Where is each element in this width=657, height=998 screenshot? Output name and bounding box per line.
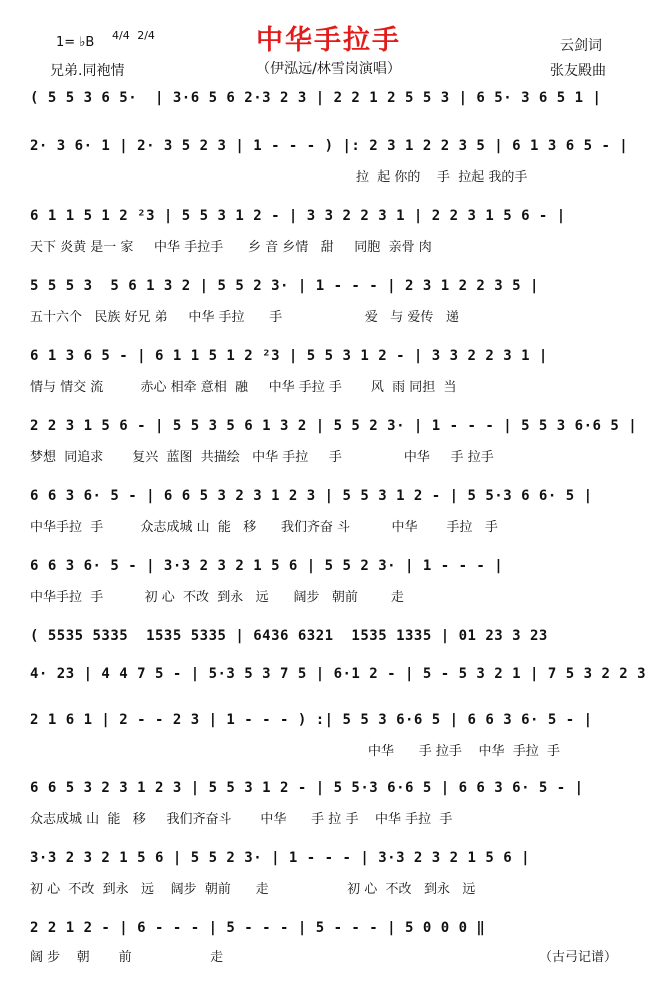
- lyric-line: 五十六个 民族 好兄 弟 中华 手拉 手 爱 与 爱传 递: [30, 310, 459, 325]
- notation-line: 2 2 3 1 5 6 - | 5 5 3 5 6 1 3 2 | 5 5 2 3· | 1 - - - | 5 5 3 6·6 5 |: [30, 418, 638, 434]
- lyric-line: 情与 情交 流 赤心 相牵 意相 融 中华 手拉 手 风 雨 同担 当: [30, 380, 457, 395]
- lyric-line: 中华 手 拉手 中华 手拉 手: [368, 744, 560, 759]
- meter-b: 2/4: [137, 29, 155, 42]
- lyric-line: 中华手拉 手 初 心 不改 到永 远 阔步 朝前 走: [30, 590, 404, 605]
- time-signature: [112, 30, 159, 41]
- notation-line: 6 6 5 3 2 3 1 2 3 | 5 5 3 1 2 - | 5 5·3 6·6 5 | 6 6 3 6· 5 - |: [30, 780, 584, 796]
- notation-line: 2 2 1 2 - | 6 - - - | 5 - - - | 5 - - - | 5 0 0 0 ‖: [30, 920, 486, 936]
- key-signature: 1= ♭B: [56, 35, 95, 50]
- lyric-line: 初 心 不改 到永 远 阔步 朝前 走 初 心 不改 到永 远: [30, 882, 476, 897]
- composer-credit: 张友殿曲: [550, 63, 606, 79]
- notation-line: ( 5 5 3 6 5· | 3·6 5 6 2·3 2 3 | 2 2 1 2 5 5 3 | 6 5· 3 6 5 1 |: [30, 90, 602, 106]
- lyric-line: 中华手拉 手 众志成城 山 能 移 我们齐奋 斗 中华 手拉 手: [30, 520, 498, 535]
- transcriber-note: （古弓记谱）: [538, 950, 617, 965]
- notation-line: 6 1 1 5 1 2 ²3 | 5 5 3 1 2 - | 3 3 2 2 3 1 | 2 2 3 1 5 6 - |: [30, 208, 566, 224]
- meter-a: 4/4: [112, 29, 130, 42]
- notation-line: 4· 23 | 4 4 7 5 - | 5·3 5 3 7 5 | 6·1 2 - | 5 - 5 3 2 1 | 7 5 3 2 2 3: [30, 666, 647, 682]
- notation-line: 6 6 3 6· 5 - | 3·3 2 3 2 1 5 6 | 5 5 2 3· | 1 - - - |: [30, 558, 504, 574]
- notation-line: ( 5535 5335 1535 5335 | 6436 6321 1535 1335 | 01 23 3 23: [30, 628, 548, 644]
- lyric-line: 阔 步 朝 前 走: [30, 950, 224, 965]
- song-title: 中华手拉手: [256, 25, 401, 56]
- notation-line: 5 5 5 3 5 6 1 3 2 | 5 5 2 3· | 1 - - - | 2 3 1 2 2 3 5 |: [30, 278, 539, 294]
- notation-line: 6 6 3 6· 5 - | 6 6 5 3 2 3 1 2 3 | 5 5 3 1 2 - | 5 5·3 6 6· 5 |: [30, 488, 593, 504]
- lyricist-credit: 云剑词: [560, 38, 602, 54]
- lyric-line: 拉 起 你的 手 拉起 我的手: [356, 170, 528, 185]
- lyric-line: 梦想 同追求 复兴 蓝图 共描绘 中华 手拉 手 中华 手 拉手: [30, 450, 494, 465]
- notation-line: 3·3 2 3 2 1 5 6 | 5 5 2 3· | 1 - - - | 3·3 2 3 2 1 5 6 |: [30, 850, 531, 866]
- lyric-line: 天下 炎黄 是一 家 中华 手拉手 乡 音 乡情 甜 同胞 亲骨 肉: [30, 240, 432, 255]
- lyric-line: 众志成城 山 能 移 我们齐奋斗 中华 手 拉 手 中华 手拉 手: [30, 812, 453, 827]
- notation-line: 6 1 3 6 5 - | 6 1 1 5 1 2 ²3 | 5 5 3 1 2 - | 3 3 2 2 3 1 |: [30, 348, 548, 364]
- notation-line: 2 1 6 1 | 2 - - 2 3 | 1 - - - ) :| 5 5 3 6·6 5 | 6 6 3 6· 5 - |: [30, 712, 593, 728]
- song-subtitle: （伊泓远/林雪岗演唱）: [256, 61, 401, 77]
- alternate-title: 兄弟.同袍情: [50, 63, 125, 79]
- notation-line: 2· 3 6· 1 | 2· 3 5 2 3 | 1 - - - ) |: 2 3 1 2 2 3 5 | 6 1 3 6 5 - |: [30, 138, 629, 154]
